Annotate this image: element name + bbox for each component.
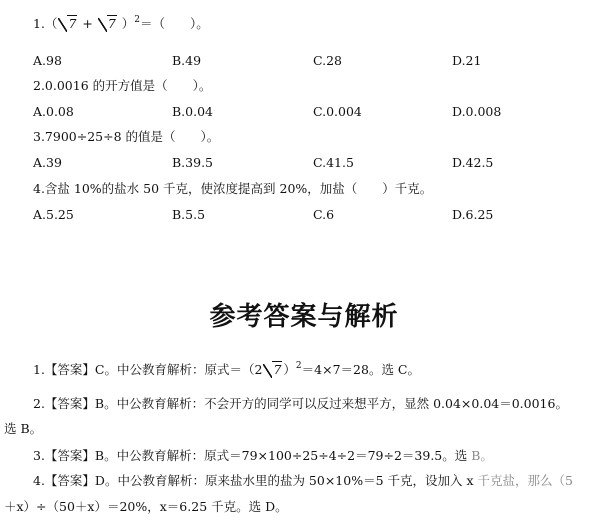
option-b[interactable]: B.39.5 [172,155,213,170]
plus-sign: + [78,16,97,31]
exponent: 2 [295,361,302,371]
option-d[interactable]: D.21 [452,53,482,68]
option-b[interactable]: B.0.04 [172,104,213,119]
sqrt-symbol [263,362,282,378]
sqrt-symbol [58,16,77,32]
answer-4-main: 4.【答案】D。中公教育解析：原来盐水里的盐为 50×10%＝5 千克，设加入 x [33,473,474,488]
answer-3 [33,448,493,464]
radicand: 7 [68,16,77,31]
answers-heading: 参考答案与解析 [209,302,399,332]
option-c[interactable]: C.0.004 [313,104,362,119]
answer-4-line-2: ＋x）÷（50＋x）＝20%，x＝6.25 千克。选 D。 [4,499,288,514]
option-c[interactable]: C.6 [313,207,335,222]
answer-1-suffix: ＝4×7＝28。选 C。 [301,362,420,377]
answer-3-tail: B。 [467,448,493,463]
answer-1: 1.【答案】C。中公教育解析：原式＝（2 7 ）$^2$＝4×7＝28。选 C。 [33,361,420,377]
answer-2-line-1: 2.【答案】B。中公教育解析：不会开方的同学可以反过来想平方，显然 0.04×0.04＝0.0016。 [33,396,568,411]
option-b[interactable]: B.5.5 [172,207,206,222]
option-c[interactable]: C.28 [313,53,342,68]
answer-3-main: 3.【答案】B。中公教育解析：原式＝79×100÷25÷4÷2＝79÷2＝39.5。选 [33,448,468,463]
option-b[interactable]: B.49 [172,53,202,68]
answer-4-tail: 千克盐，那么（5 [473,473,573,488]
question-1-prefix: 1.（ [33,16,58,31]
question-1: 1.（ 7 + 7 ）$^2$＝（ ）。 [33,15,209,31]
sqrt-symbol [98,16,117,32]
answer-4-line-1 [33,473,573,489]
option-a[interactable]: A.5.25 [33,207,74,222]
option-c[interactable]: C.41.5 [313,155,354,170]
answer-1-prefix: 1.【答案】C。中公教育解析：原式＝（2 [33,362,263,377]
question-3: 3.7900÷25÷8 的值是（ ）。 [33,129,220,144]
radicand: 7 [273,362,282,377]
answer-2-line-2: 选 B。 [4,421,43,436]
question-4: 4.含盐 10%的盐水 50 千克，使浓度提高到 20%，加盐（ ）千克。 [33,181,433,196]
option-d[interactable]: D.42.5 [452,155,494,170]
option-d[interactable]: D.0.008 [452,104,502,119]
question-2: 2.0.0016 的开方值是（ ）。 [33,78,212,93]
radicand: 7 [107,16,116,31]
option-a[interactable]: A.39 [33,155,62,170]
option-d[interactable]: D.6.25 [452,207,494,222]
question-1-suffix: ＝（ ）。 [139,16,209,31]
option-a[interactable]: A.0.08 [33,104,74,119]
option-a[interactable]: A.98 [33,53,62,68]
exponent: 2 [134,15,140,25]
